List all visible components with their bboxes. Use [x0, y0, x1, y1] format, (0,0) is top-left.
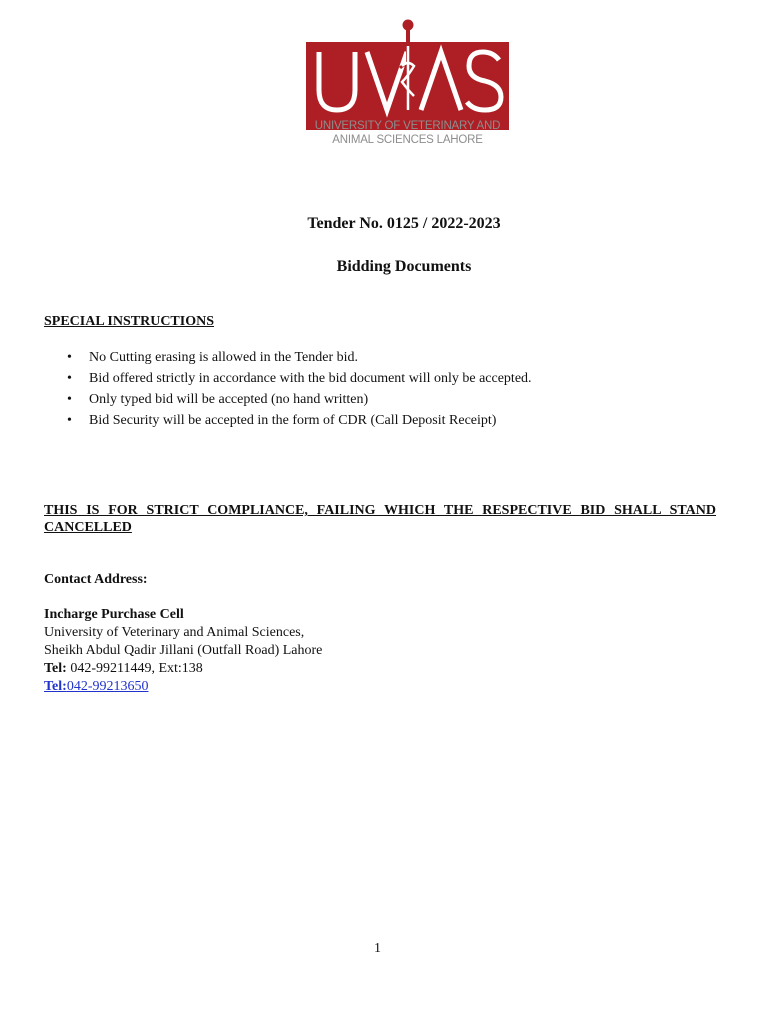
list-item	[44, 391, 532, 412]
special-instructions-heading: SPECIAL INSTRUCTIONS	[44, 314, 214, 329]
telephone-line-1	[44, 660, 322, 678]
bullet-icon: •	[67, 392, 72, 407]
bidding-documents-subtitle: Bidding Documents	[336, 258, 472, 275]
street-address: Sheikh Abdul Qadir Jillani (Outfall Road) Lahore	[44, 643, 323, 658]
logo-caption-line1: UNIVERSITY OF VETERINARY AND	[314, 120, 501, 132]
list-item	[44, 370, 532, 391]
contact-address-block	[44, 606, 322, 696]
telephone-link[interactable]	[44, 678, 322, 696]
page-number: 1	[374, 941, 381, 956]
instruction-text: Only typed bid will be accepted (no hand written)	[89, 392, 369, 407]
bullet-icon: •	[67, 350, 72, 365]
compliance-warning: THIS IS FOR STRICT COMPLIANCE, FAILING WHICH THE RESPECTIVE BID SHALL STAND CANCELLED	[44, 503, 716, 535]
bullet-icon: •	[67, 371, 72, 386]
list-item	[44, 412, 532, 433]
office-name: Incharge Purchase Cell	[44, 607, 184, 622]
instruction-text: No Cutting erasing is allowed in the Tender bid.	[89, 350, 358, 365]
list-item	[44, 349, 532, 370]
instruction-text: Bid Security will be accepted in the form of CDR (Call Deposit Receipt)	[89, 413, 497, 428]
tender-number-title: Tender No. 0125 / 2022-2023	[307, 215, 501, 232]
uvas-logo	[305, 18, 510, 150]
tel-label: Tel:	[44, 661, 67, 676]
tel-number: 042-99211449, Ext:138	[66, 661, 203, 676]
tel-link-label: Tel:	[44, 679, 67, 694]
bullet-icon: •	[67, 413, 72, 428]
instructions-list	[44, 349, 532, 433]
tel-link-number: 042-99213650	[66, 679, 149, 694]
contact-address-label: Contact Address:	[44, 572, 148, 587]
instruction-text: Bid offered strictly in accordance with the bid document will only be accepted.	[89, 371, 532, 386]
institution-name: University of Veterinary and Animal Sciences,	[44, 625, 305, 640]
logo-caption-line2: ANIMAL SCIENCES LAHORE	[332, 134, 483, 146]
